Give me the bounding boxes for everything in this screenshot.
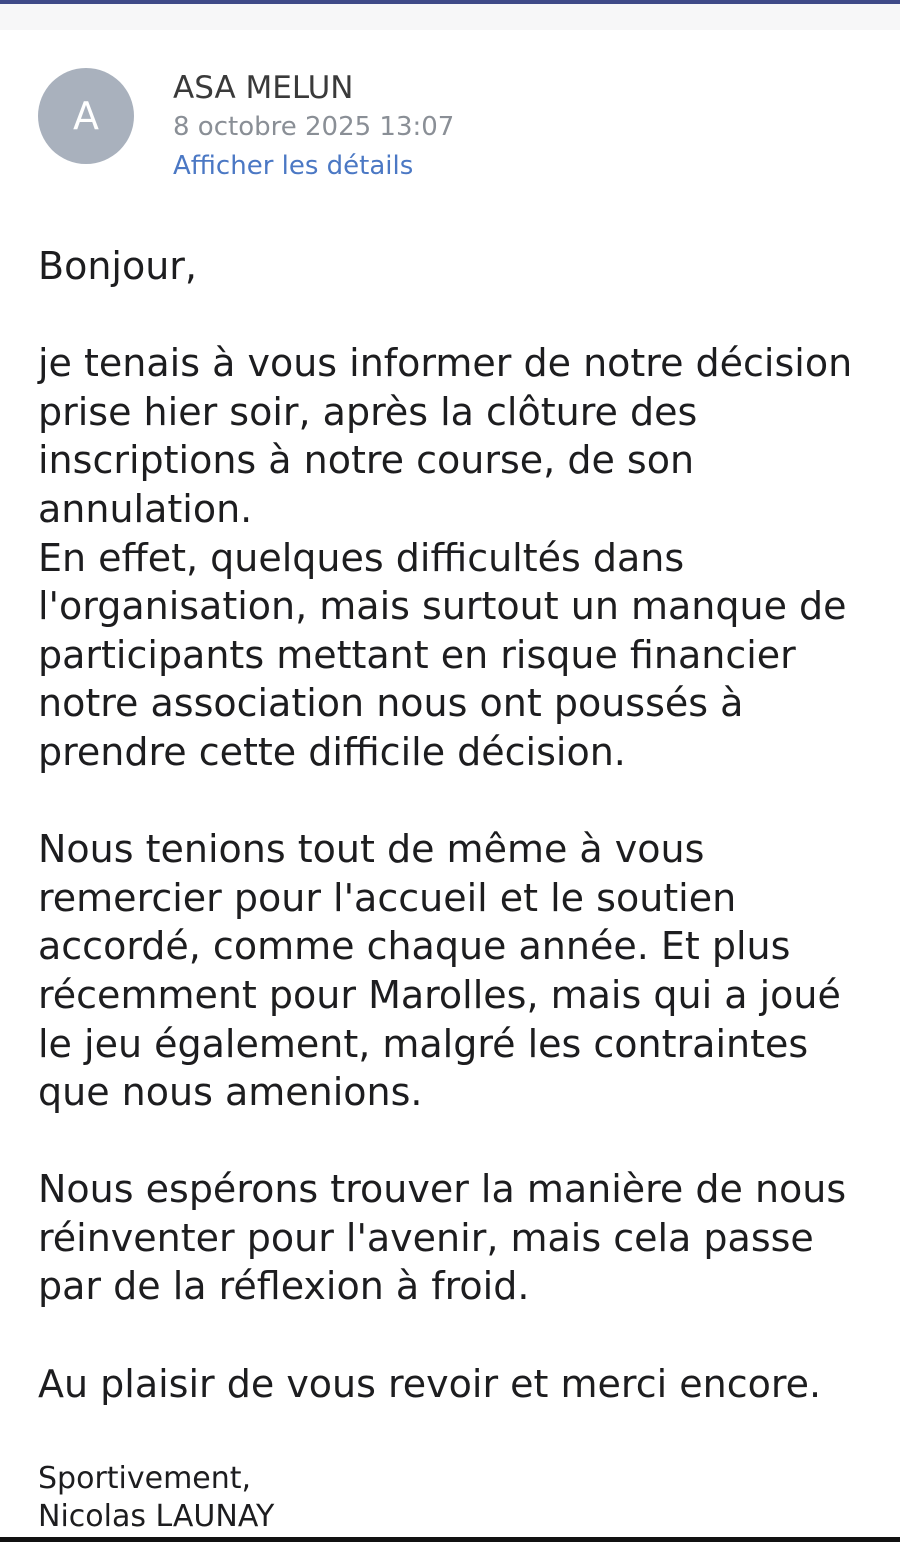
greeting: Bonjour, [38,244,197,288]
paragraph-gap [38,1311,878,1360]
paragraph-gap [38,291,878,340]
paragraph-1: je tenais à vous informer de notre décision prise hier soir, après la clôture des inscriptions à notre course, de son annulation. En effet, quelques difficultés dans l'organisation, mais surtout un manque de participants mettant en risque financier notre association nous ont poussés à prendre cette difficile décision. [38,341,853,774]
paragraph-3: Nous espérons trouver la manière de nous réinventer pour l'avenir, mais cela passe par de la réflexion à froid. [38,1167,847,1309]
paragraph-gap [38,1117,878,1166]
sender-avatar[interactable]: A [38,68,134,164]
signature-name: Nicolas LAUNAY [38,1499,275,1534]
top-strip [0,4,900,30]
signature-sign-off: Sportivement, [38,1461,252,1496]
bottom-bar [0,1537,900,1542]
paragraph-2: Nous tenions tout de même à vous remercier pour l'accueil et le soutien accordé, comme chaque année. Et plus récemment pour Marolles, mais qui a joué le jeu également, malgré les contraintes que nous amenions. [38,827,841,1115]
email-body [38,242,878,1408]
signature [38,1460,274,1536]
paragraph-gap [38,777,878,826]
closing-line: Au plaisir de vous revoir et merci encore. [38,1361,822,1406]
sender-name: ASA MELUN [173,70,354,106]
show-details-link[interactable]: Afficher les détails [173,151,414,181]
email-date: 8 octobre 2025 13:07 [173,112,455,142]
email-header [38,68,858,188]
